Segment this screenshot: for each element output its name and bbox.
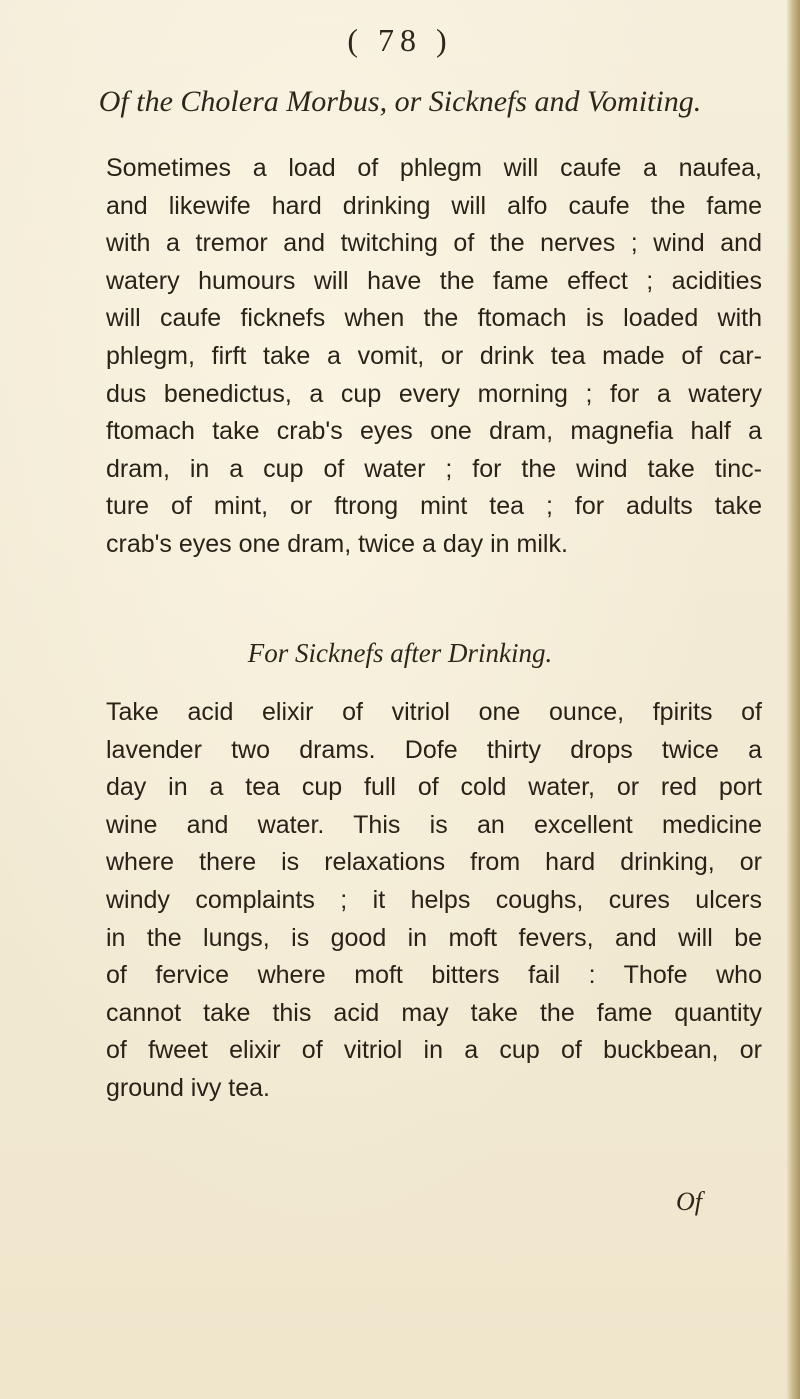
catchword: Of xyxy=(676,1187,702,1216)
text-line: ftomach take crab's eyes one dram, magnefia half a xyxy=(106,417,762,446)
text-line: where there is relaxations from hard drinking, or xyxy=(106,848,762,877)
text-line: and likewife hard drinking will alfo caufe the fame xyxy=(106,191,762,220)
text-line: cannot take this acid may take the fame quantity xyxy=(106,998,762,1027)
text-line: dus benedictus, a cup every morning ; for a watery xyxy=(106,379,762,408)
page-edge xyxy=(786,0,800,1399)
text-line: watery humours will have the fame effect ; acidities xyxy=(106,266,762,295)
text-line: in the lungs, is good in moft fevers, and will be xyxy=(106,923,762,952)
section-heading-cholera-morbus: Of the Cholera Morbus, or Sicknefs and Vomiting. xyxy=(98,85,702,118)
text-line: ground ivy tea. xyxy=(106,1073,270,1102)
text-line: ture of mint, or ftrong mint tea ; for adults take xyxy=(106,492,762,521)
text-line: crab's eyes one dram, twice a day in milk. xyxy=(106,529,568,558)
text-line: lavender two drams. Dofe thirty drops twice a xyxy=(106,735,762,764)
page-number: ( 78 ) xyxy=(347,22,453,58)
text-line: dram, in a cup of water ; for the wind take tinc- xyxy=(106,454,762,483)
text-line: will caufe ficknefs when the ftomach is loaded with xyxy=(106,304,762,333)
text-line: wine and water. This is an excellent medicine xyxy=(106,810,762,839)
paragraph-cholera-morbus xyxy=(106,150,762,564)
text-line: Sometimes a load of phlegm will caufe a naufea, xyxy=(106,154,762,182)
text-line: windy complaints ; it helps coughs, cures ulcers xyxy=(106,885,762,914)
text-line: of fervice where moft bitters fail : Thofe who xyxy=(106,961,762,990)
text-line: with a tremor and twitching of the nerves ; wind and xyxy=(106,229,762,258)
text-line: Take acid elixir of vitriol one ounce, fpirits of xyxy=(106,698,762,726)
paragraph-sickness-after-drinking xyxy=(106,694,762,1108)
text-line: phlegm, firft take a vomit, or drink tea made of car- xyxy=(106,341,762,370)
text-line: of fweet elixir of vitriol in a cup of buckbean, or xyxy=(106,1036,762,1065)
text-line: day in a tea cup full of cold water, or red port xyxy=(106,773,762,802)
section-heading-sickness-after-drinking: For Sicknefs after Drinking. xyxy=(247,638,553,668)
